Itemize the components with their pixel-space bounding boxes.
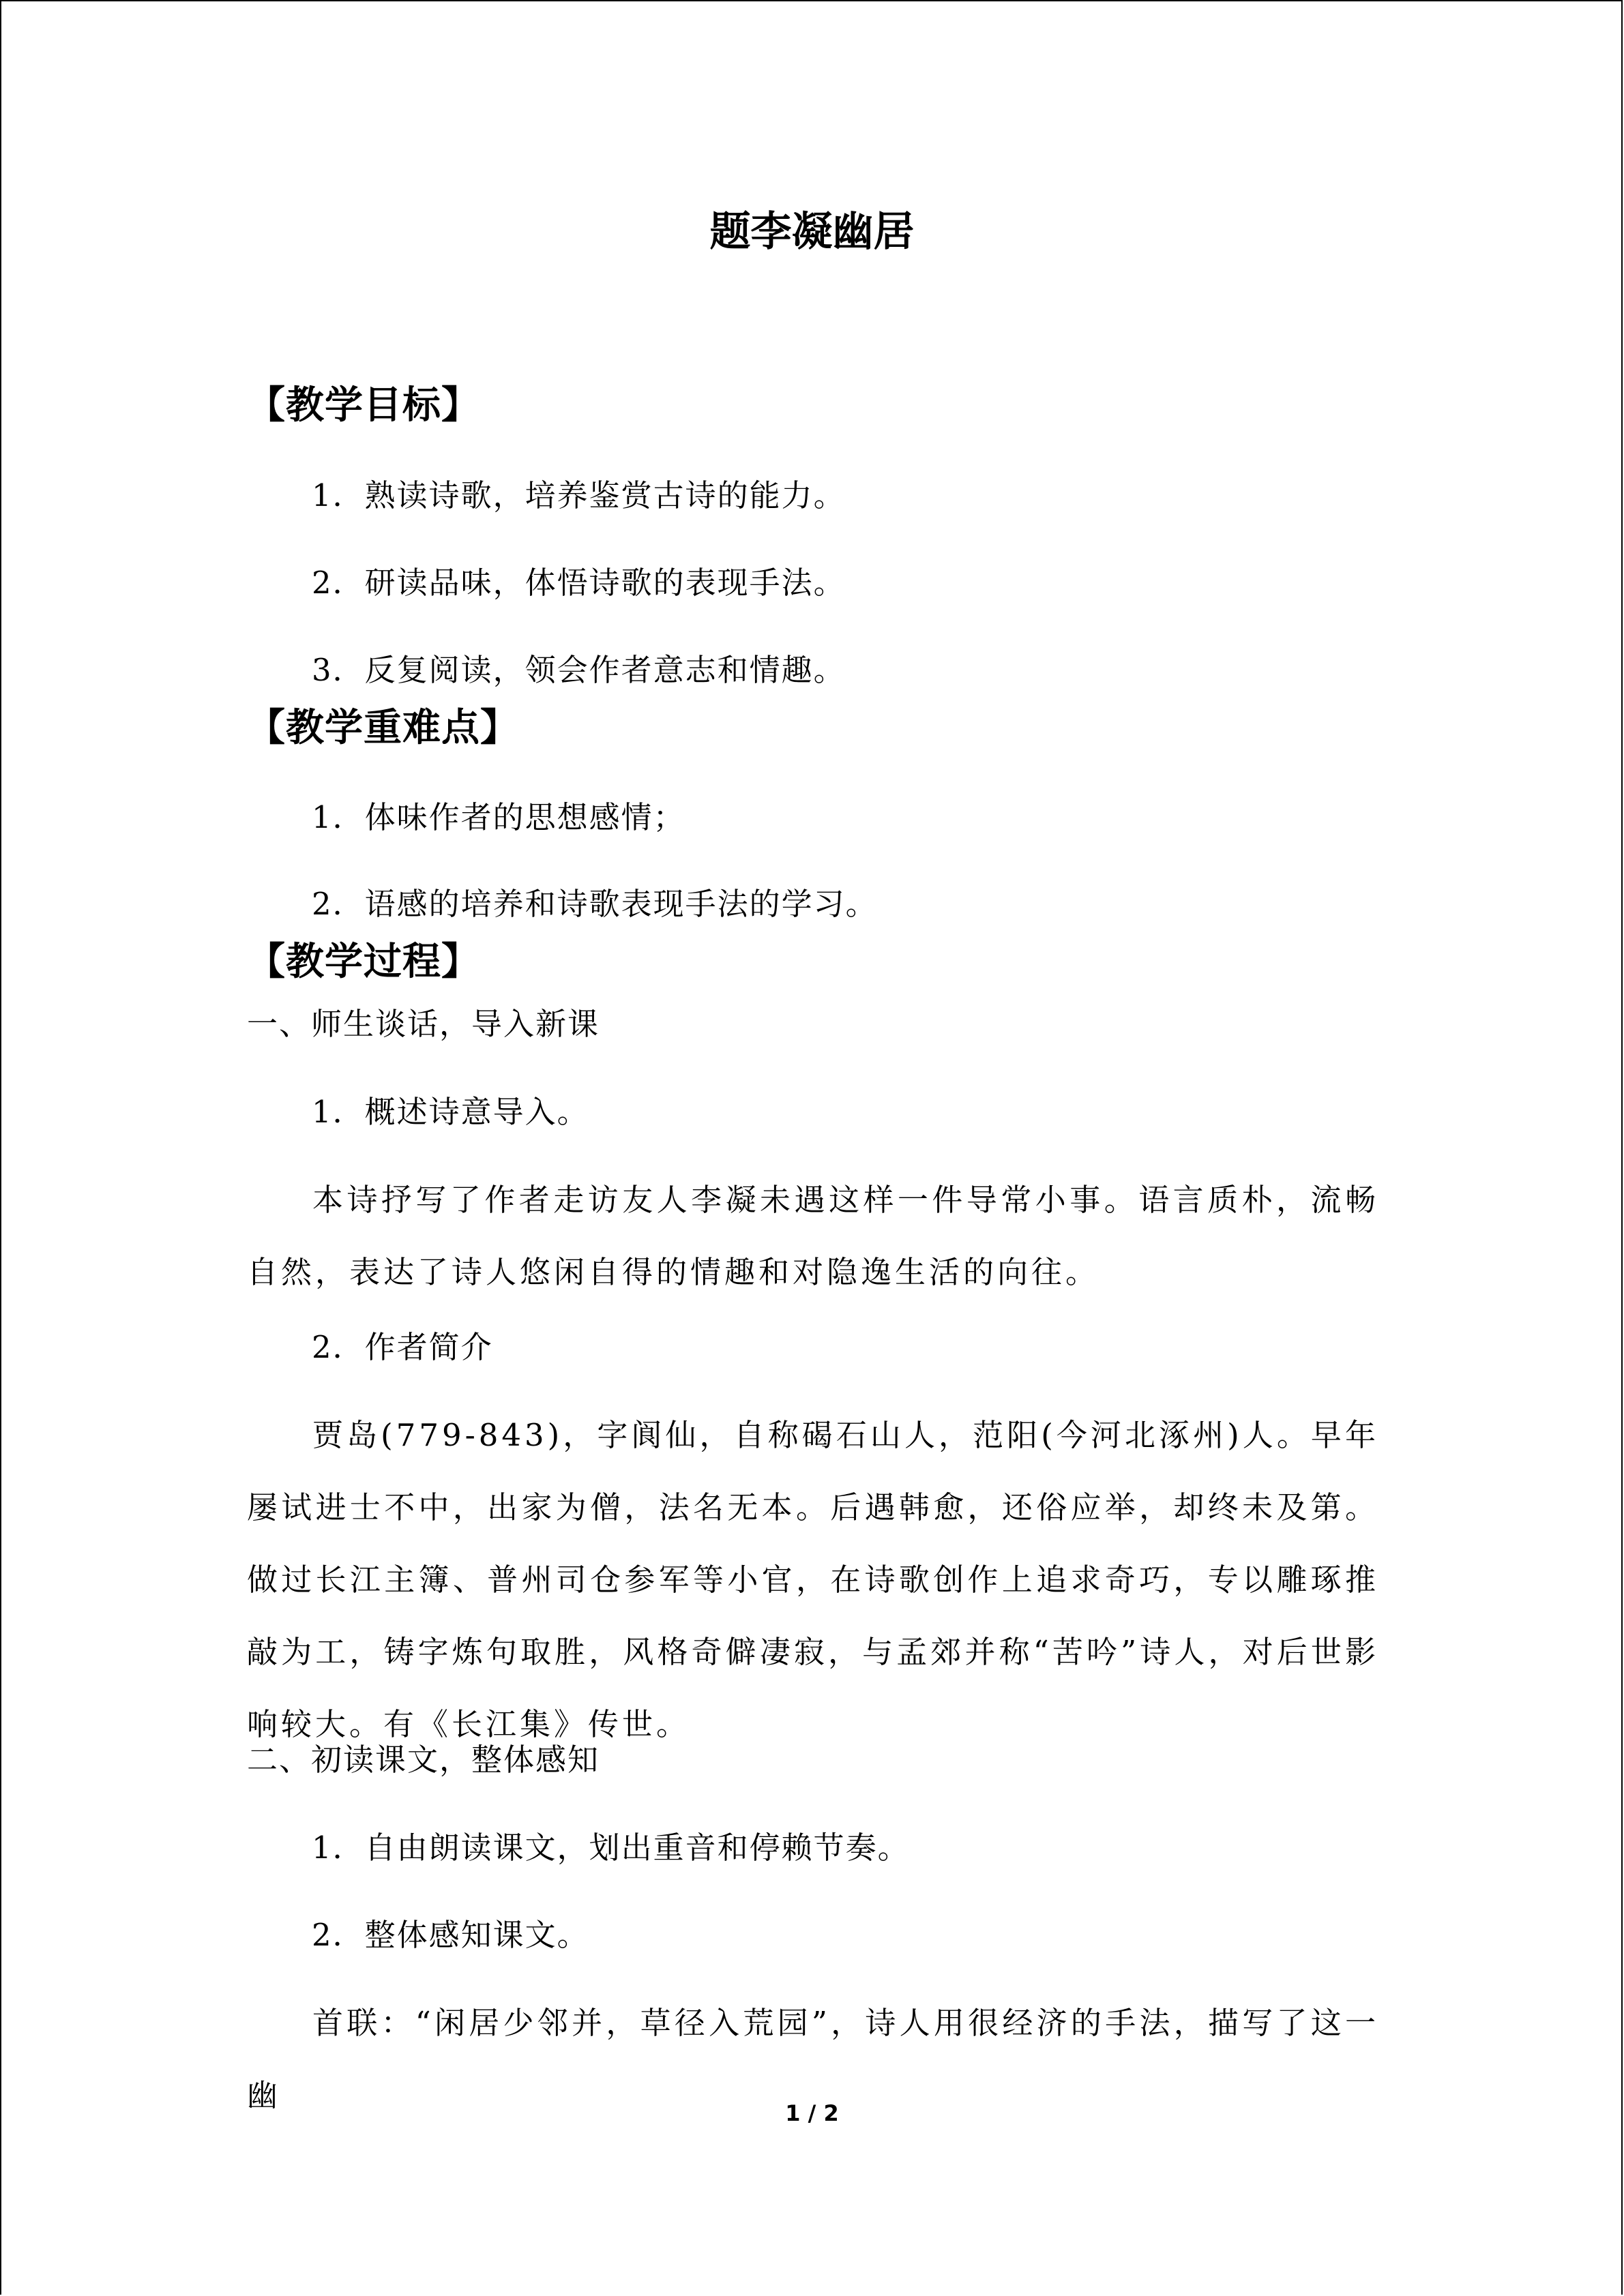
section-1-item-2: 2．作者简介: [312, 1329, 493, 1365]
key-point-item-1: 1．体味作者的思想感情；: [312, 799, 685, 835]
section-2-title: 二、初读课文，整体感知: [247, 1742, 600, 1778]
section-1-title: 一、师生谈话，导入新课: [247, 1006, 600, 1042]
section-2-paragraph-1: 首联：“闲居少邻并，草径入荒园”，诗人用很经济的手法，描写了这一幽: [247, 2005, 1379, 2113]
heading-teaching-goals: 【教学目标】: [247, 383, 480, 428]
goal-item-3: 3．反复阅读，领会作者意志和情趣。: [312, 652, 846, 688]
section-1-item-1: 1．概述诗意导入。: [312, 1094, 589, 1130]
heading-teaching-process: 【教学过程】: [247, 940, 480, 984]
section-2-item-2: 2．整体感知课文。: [312, 1917, 589, 1953]
document-title: 题李凝幽居: [709, 208, 915, 256]
section-1-paragraph-1: 本诗抒写了作者走访友人李凝未遇这样一件导常小事。语言质朴，流畅自然，表达了诗人悠闲自得的情趣和对隐逸生活的向往。: [247, 1182, 1379, 1290]
key-point-item-2: 2．语感的培养和诗歌表现手法的学习。: [312, 886, 878, 922]
page-number: 1 / 2: [785, 2100, 839, 2126]
section-1-paragraph-2: 贾岛(779-843)，字阆仙，自称碣石山人，范阳(今河北涿州)人。早年屡试进士不中，出家为僧，法名无本。后遇韩愈，还俗应举，却终未及第。做过长江主簿、普州司仓参军等小官，在诗歌创作上追求奇巧，专以雕琢推敲为工，铸字炼句取胜，风格奇僻凄寂，与孟郊并称“苦吟”诗人，对后世影响较大。有《长江集》传世。: [247, 1417, 1379, 1742]
goal-item-1: 1．熟读诗歌，培养鉴赏古诗的能力。: [312, 477, 846, 513]
heading-key-points: 【教学重难点】: [247, 706, 519, 750]
goal-item-2: 2．研读品味，体悟诗歌的表现手法。: [312, 565, 846, 601]
section-2-item-1: 1．自由朗读课文，划出重音和停赖节奏。: [312, 1830, 910, 1866]
